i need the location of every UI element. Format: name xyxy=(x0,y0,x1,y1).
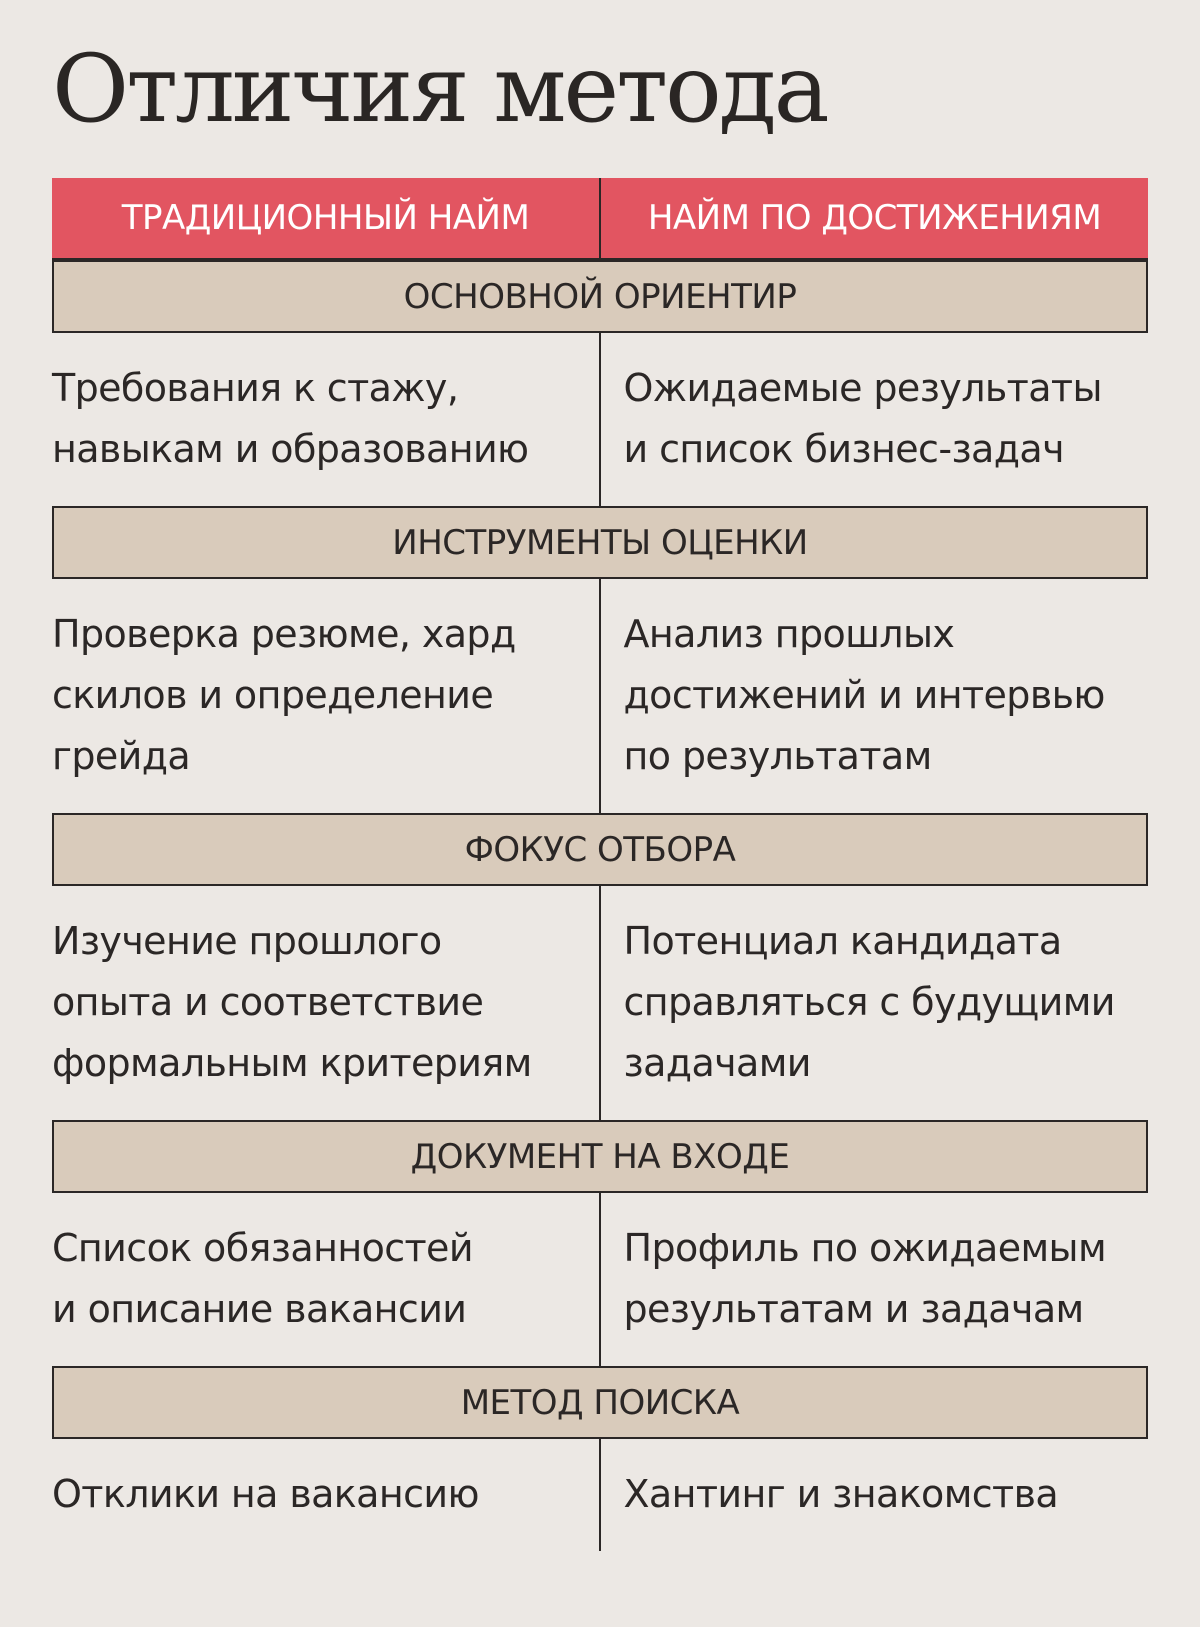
achievements-cell: Потенциал кандидата справляться с будущими задачами xyxy=(623,919,1115,1085)
column-header-achievements: НАЙМ ПО ДОСТИЖЕНИЯМ xyxy=(599,178,1148,258)
table-row xyxy=(52,333,1148,506)
section-heading: ИНСТРУМЕНТЫ ОЦЕНКИ xyxy=(52,506,1148,579)
traditional-cell: Требования к стажу, навыкам и образованию xyxy=(52,366,529,471)
table-row xyxy=(52,886,1148,1120)
traditional-cell: Список обязанностей и описание вакансии xyxy=(52,1226,473,1331)
table-header xyxy=(52,178,1148,260)
table-row xyxy=(52,1439,1148,1551)
section-heading: ФОКУС ОТБОРА xyxy=(52,813,1148,886)
section-heading: ОСНОВНОЙ ОРИЕНТИР xyxy=(52,260,1148,333)
page-title: Отличия метода xyxy=(52,35,827,144)
traditional-cell: Отклики на вакансию xyxy=(52,1472,479,1516)
traditional-cell: Изучение прошлого опыта и соответствие формальным критериям xyxy=(52,919,532,1085)
section-heading: МЕТОД ПОИСКА xyxy=(52,1366,1148,1439)
achievements-cell: Ожидаемые результаты и список бизнес-задач xyxy=(623,366,1102,471)
traditional-cell: Проверка резюме, хард скилов и определение грейда xyxy=(52,612,516,778)
achievements-cell: Профиль по ожидаемым результатам и задачам xyxy=(623,1226,1107,1331)
achievements-cell: Хантинг и знакомства xyxy=(623,1472,1059,1516)
achievements-cell: Анализ прошлых достижений и интервью по результатам xyxy=(623,612,1105,778)
table-row xyxy=(52,579,1148,813)
comparison-table xyxy=(52,178,1148,1551)
table-row xyxy=(52,1193,1148,1366)
column-header-traditional: ТРАДИЦИОННЫЙ НАЙМ xyxy=(121,198,530,238)
section-heading: ДОКУМЕНТ НА ВХОДЕ xyxy=(52,1120,1148,1193)
